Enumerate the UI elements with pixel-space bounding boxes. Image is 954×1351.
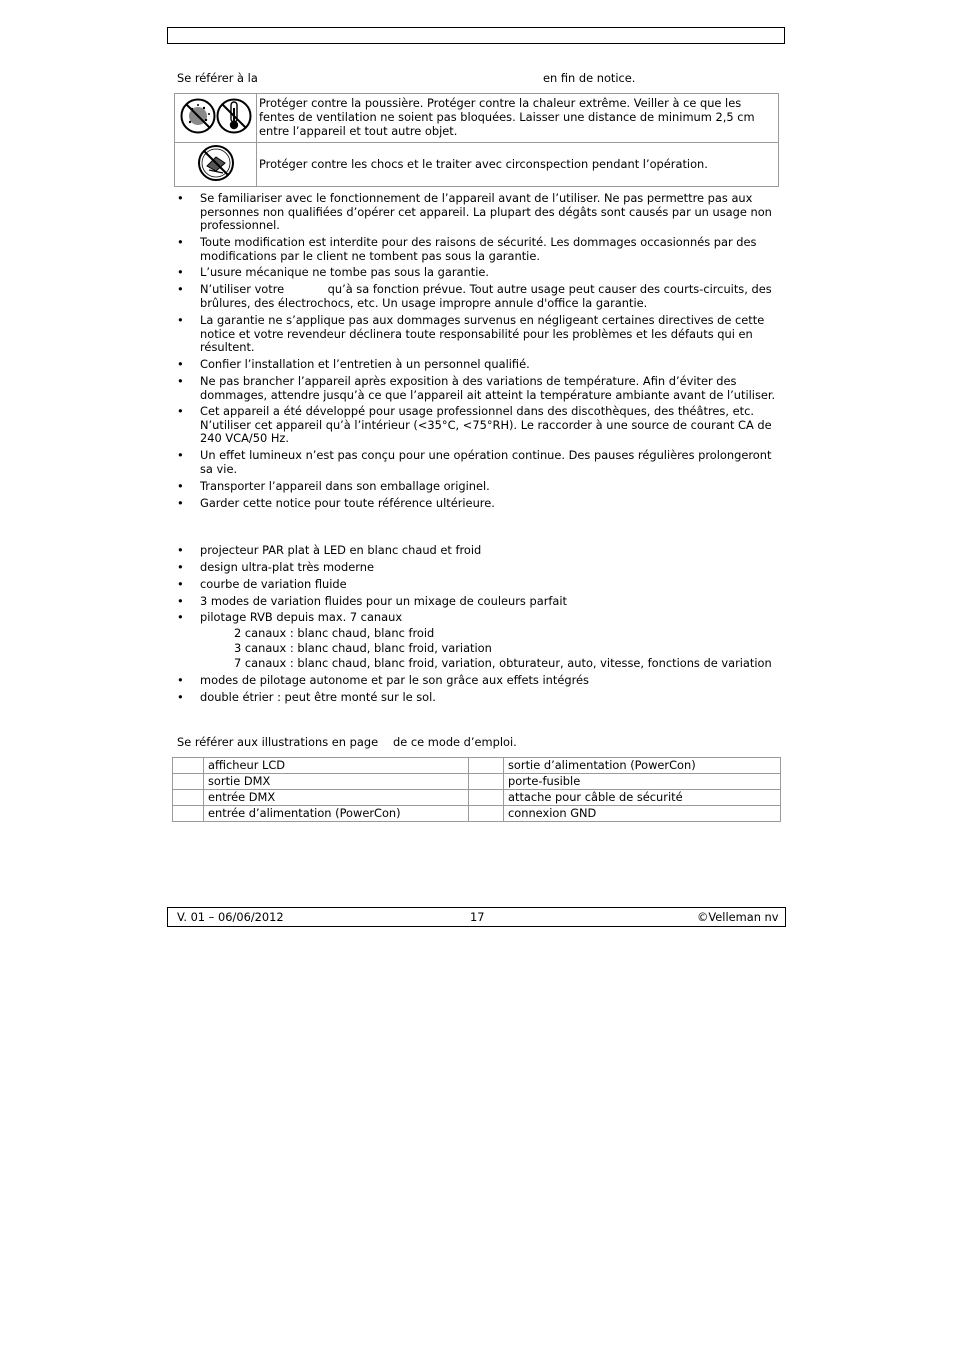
intro-text-end: en fin de notice. [543, 71, 636, 85]
bullet: • [177, 543, 184, 557]
bullet: • [177, 479, 184, 493]
bullet: • [177, 560, 184, 574]
header-box [167, 27, 785, 44]
bullet: • [177, 265, 184, 279]
table-row: entrée DMX attache pour câble de sécurité [173, 790, 781, 806]
no-shock-icon [196, 143, 236, 183]
bullet: • [177, 404, 184, 418]
channel-mode: 2 canaux : blanc chaud, blanc froid [234, 626, 435, 640]
reference-text-end: de ce mode d’emploi. [393, 735, 517, 749]
bullet: • [177, 448, 184, 462]
intro-text-start: Se référer à la [177, 71, 258, 85]
bullet: • [177, 496, 184, 510]
bullet: • [177, 374, 184, 388]
warning-row [175, 142, 779, 187]
bullet: • [177, 357, 184, 371]
warning-row [175, 94, 779, 143]
bullet: • [177, 577, 184, 591]
no-dust-no-heat-icons [176, 94, 256, 138]
table-row: sortie DMX porte-fusible [173, 774, 781, 790]
warning-text: Protéger contre les chocs et le traiter avec circonspection pendant l’opération. [257, 142, 779, 187]
bullet: • [177, 690, 184, 704]
footer-version: V. 01 – 06/06/2012 [177, 910, 284, 924]
no-dust-icon [181, 100, 214, 133]
footer-page-number: 17 [470, 910, 485, 924]
channel-mode: 7 canaux : blanc chaud, blanc froid, variation, obturateur, auto, vitesse, fonctions de variation [234, 656, 772, 670]
bullet: • [177, 235, 184, 249]
warning-icon-cell [175, 94, 257, 143]
bullet: • [177, 594, 184, 608]
bullet: • [177, 191, 184, 205]
bullet: • [177, 282, 184, 296]
intro-line [177, 71, 636, 86]
reference-text-start: Se référer aux illustrations en page [177, 735, 379, 749]
parts-table [172, 757, 781, 822]
footer-copyright: ©Velleman nv [697, 910, 779, 924]
channel-mode: 3 canaux : blanc chaud, blanc froid, variation [234, 641, 492, 655]
table-row: entrée d’alimentation (PowerCon) connexion GND [173, 806, 781, 822]
bullet: • [177, 673, 184, 687]
reference-line [177, 735, 517, 750]
warning-icon-cell [175, 142, 257, 187]
warning-text: Protéger contre la poussière. Protéger contre la chaleur extrême. Veiller à ce que les fentes de ventilation ne soient pas bloquées. Laisser une distance de minimum 2,5 cm entre l’appareil et tout autre objet. [257, 94, 779, 143]
bullet: • [177, 610, 184, 624]
warning-table [174, 93, 779, 187]
table-row: afficheur LCD sortie d’alimentation (PowerCon) [173, 758, 781, 774]
no-heat-icon [217, 100, 250, 133]
bullet: • [177, 313, 184, 327]
